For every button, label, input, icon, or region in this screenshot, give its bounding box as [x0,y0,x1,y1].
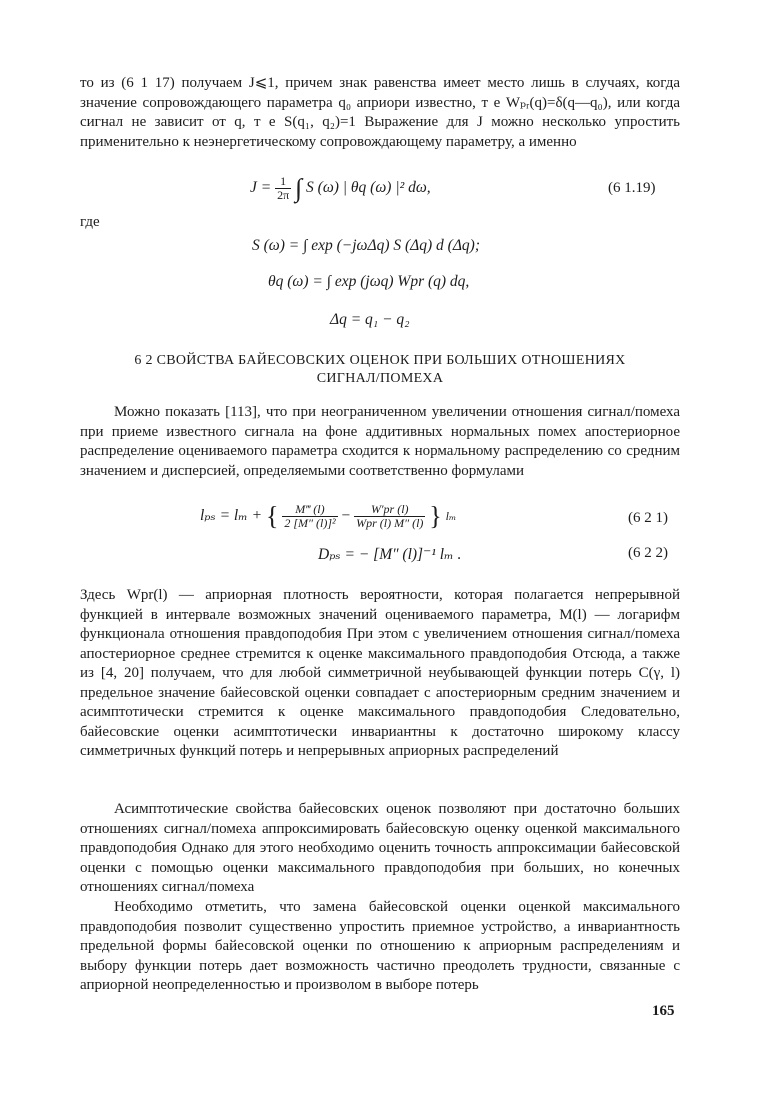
paragraph-asymptotic-normal [80,403,680,481]
paragraph-intro [80,74,680,152]
equation-6-2-1 [200,503,456,530]
equation-6-2-2 [318,545,461,564]
eq-6-1-19-lhs: J = [250,179,276,197]
definition-s-omega-text: S (ω) = ∫ exp (−jωΔq) S (Δq) d (Δq); [252,237,480,254]
eq-6-2-2-body: Dₚₛ = − [M″ (l)]⁻¹ lₘ . [318,546,462,563]
eq-6-1-19-fraction [275,175,291,202]
equation-number-6-2-2: (6 2 2) [628,545,668,561]
page-number: 165 [652,1003,675,1019]
equation-number-6-2-1: (6 2 1) [628,510,668,526]
section-heading [80,352,680,388]
eq-6-1-19-frac-den: 2π [277,188,290,202]
definition-delta-q-text: Δq = q₁ − q₂ [330,311,410,328]
paragraph-intro-text: то из (6 1 17) получаем J⩽1, причем знак равенства имеет место лишь в случаях, когда значение сопровождающего параметра q₀ априори известно, т е Wₚᵣ(q)=δ(q—q₀), или когда сигнал не зависит от q, т е S(q₁, q₂)=1 Выражение для J можно несколько упростить применительно к неэнергетическому сопровождающему параметру, а именно [80,75,680,150]
paragraph-asymptotic-properties-text: Асимптотические свойства байесовских оценок позволяют при достаточно больших отношениях сигнал/помеха аппроксимировать байесовскую оценку оценкой максимального правдоподобия Однако для этого необходимо оценить точность аппроксимации байесовской оценки с помощью оценки максимального правдоподобия при больших, но конечных отношениях сигнал/помеха [80,801,680,895]
eq-6-1-19-integrand: S (ω) | θq (ω) |² dω, [306,179,431,197]
paragraph-conclusion [80,898,680,996]
section-heading-line2: СИГНАЛ/ПОМЕХА [316,371,444,386]
eq-6-1-19-frac-num: 1 [275,175,291,189]
equation-6-1-19 [250,175,431,202]
right-brace: } [429,501,442,531]
definition-delta-q [330,311,410,329]
eq-6-2-1-frac1-num: M‴ (l) [282,503,337,517]
eq-6-2-1-subscript: lₘ [445,509,457,524]
definition-theta-q-text: θq (ω) = ∫ exp (jωq) Wpr (q) dq, [268,273,470,290]
integral-sign: ∫ [295,173,303,203]
paragraph-prior-density [80,586,680,762]
paragraph-asymptotic-normal-text: Можно показать [113], что при неограниченном увеличении отношения сигнал/помеха при приеме известного сигнала на фоне аддитивных нормальных помех апостериорное распределение оцениваемого параметра сходится к нормальному распределению со средним значением и дисперсией, определяемыми соответственно формулами [80,404,680,479]
eq-6-2-1-lhs: lₚₛ = lₘ + [200,507,266,525]
definition-s-omega [252,237,480,255]
eq-6-2-1-frac2-den: Wpr (l) M″ (l) [356,516,424,530]
paragraph-asymptotic-properties [80,800,680,898]
paragraph-prior-density-text: Здесь Wpr(l) — априорная плотность вероятности, которая полагается непрерывной функцией в интервале возможных значений оцениваемого параметра, M(l) — логарифм функционала отношения правдоподобия При этом с увеличением отношения сигнал/помеха апостериорное среднее стремится к оценке максимального правдоподобия Отсюда, а также из [4, 20] получаем, что для любой симметричной неубывающей функции потерь C(γ, l) предельное значение байесовской оценки совпадает с апостериорным средним значением и асимптотически стремится к оценке максимального правдоподобия Следовательно, байесовские оценки асимптотически инвариантны к достаточно широкому классу симметричных функций потерь и непрерывных априорных распределений [80,587,680,759]
eq-6-2-1-fraction-1 [282,503,337,530]
eq-6-2-1-frac1-den: 2 [M″ (l)]² [284,516,336,530]
eq-6-2-1-minus: − [341,507,351,525]
section-heading-line1: 6 2 СВОЙСТВА БАЙЕСОВСКИХ ОЦЕНОК ПРИ БОЛЬШИХ ОТНОШЕНИЯХ [134,353,626,368]
definition-theta-q [268,273,469,291]
left-brace: { [265,501,279,531]
equation-number-6-1-19: (6 1.19) [608,180,656,196]
eq-6-2-1-fraction-2 [354,503,425,530]
paragraph-conclusion-text: Необходимо отметить, что замена байесовской оценки оценкой максимального правдоподобия позволит существенно упростить приемное устройство, а инвариантность предельной формы байесовской оценки по отношению к априорным распределениям и выбору функции потерь дает возможность частично преодолеть трудности, связанные с априорной неопределенностью и произволом в выборе потерь [80,899,680,993]
where-label: где [80,214,100,230]
eq-6-2-1-frac2-num: W′pr (l) [354,503,425,517]
